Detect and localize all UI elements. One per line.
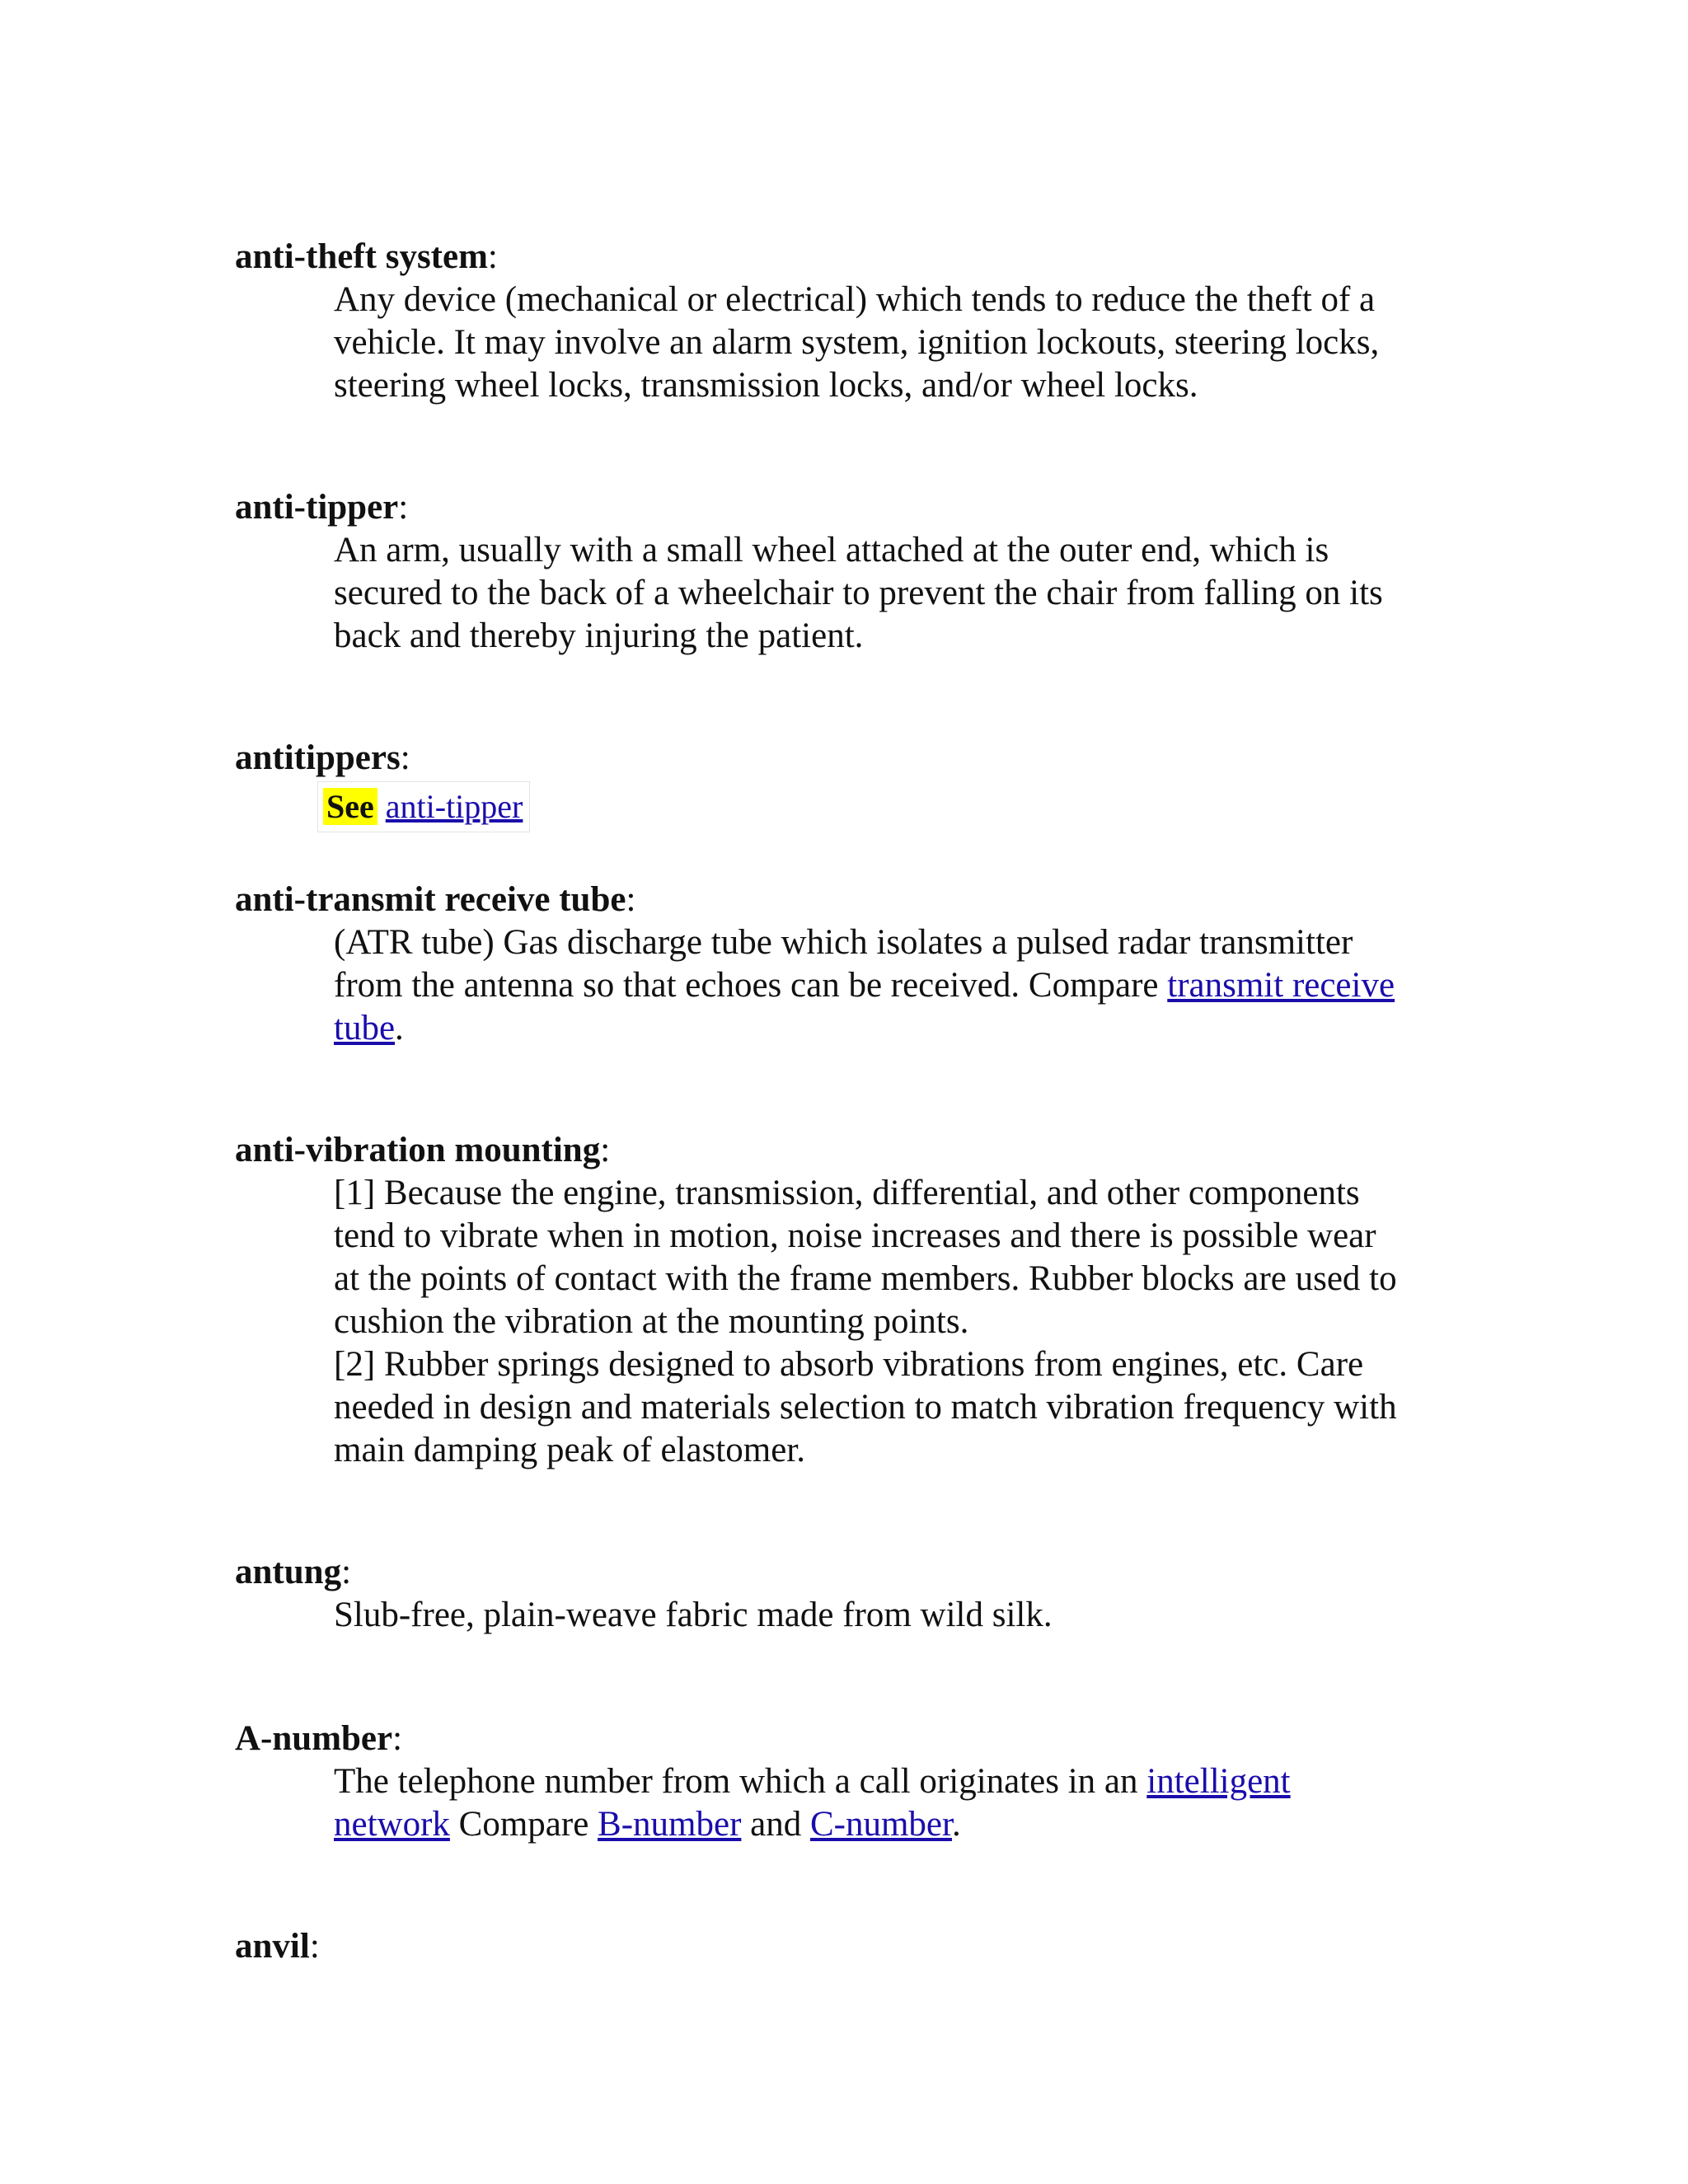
term-line bbox=[235, 486, 1471, 529]
glossary-entry-antung bbox=[235, 1551, 1471, 1637]
definition bbox=[334, 1172, 1471, 1472]
definition-line: (ATR tube) Gas discharge tube which isolates a pulsed radar transmitter bbox=[334, 923, 1353, 962]
definition-line: [2] Rubber springs designed to absorb vibrations from engines, etc. Care bbox=[334, 1345, 1364, 1384]
c-number-link[interactable]: C-number bbox=[809, 1805, 952, 1844]
term-line bbox=[235, 1718, 1471, 1760]
definition-text: from the antenna so that echoes can be received. Compare bbox=[334, 966, 1168, 1005]
transmit-receive-tube-link-continued[interactable]: tube bbox=[334, 1009, 396, 1047]
glossary-entry-a-number bbox=[235, 1718, 1471, 1846]
glossary-entry-antitippers bbox=[235, 737, 1471, 832]
definition-line: An arm, usually with a small wheel attached at the outer end, which is bbox=[334, 531, 1329, 569]
term-line bbox=[235, 1129, 1471, 1172]
glossary-entry-anti-transmit-receive-tube bbox=[235, 879, 1471, 1050]
definition bbox=[334, 1594, 1471, 1637]
b-number-link[interactable]: B-number bbox=[598, 1805, 742, 1844]
definition-line: [1] Because the engine, transmission, differential, and other components bbox=[334, 1174, 1360, 1212]
term-colon: : bbox=[600, 1131, 611, 1169]
definition-line: needed in design and materials selection to match vibration frequency with bbox=[334, 1388, 1397, 1427]
see-label: See bbox=[323, 788, 377, 825]
definition-text: Compare bbox=[449, 1805, 598, 1844]
definition-text: The telephone number from which a call originates in an bbox=[334, 1762, 1147, 1801]
term: anti-transmit receive tube bbox=[235, 880, 626, 919]
term-colon: : bbox=[309, 1927, 320, 1966]
definition-line: Any device (mechanical or electrical) which tends to reduce the theft of a bbox=[334, 280, 1376, 319]
transmit-receive-tube-link[interactable]: transmit receive bbox=[1167, 966, 1395, 1005]
term-colon: : bbox=[626, 880, 636, 919]
term-line bbox=[235, 1925, 1471, 1968]
definition-line: back and thereby injuring the patient. bbox=[334, 616, 864, 655]
term: anvil bbox=[235, 1927, 310, 1966]
term: antitippers bbox=[235, 738, 401, 777]
definition-line: secured to the back of a wheelchair to prevent the chair from falling on its bbox=[334, 574, 1383, 612]
term-colon: : bbox=[398, 488, 409, 527]
definition-line: vehicle. It may involve an alarm system, ignition lockouts, steering locks, bbox=[334, 323, 1380, 362]
term: anti-vibration mounting bbox=[235, 1131, 601, 1169]
term: antung bbox=[235, 1553, 342, 1591]
definition-line: steering wheel locks, transmission locks, and/or wheel locks. bbox=[334, 366, 1198, 405]
definition-line bbox=[334, 964, 1471, 1007]
definition bbox=[334, 921, 1471, 1050]
term-colon: : bbox=[487, 237, 498, 276]
definition-text: . bbox=[395, 1009, 404, 1047]
glossary-entry-anti-vibration-mounting bbox=[235, 1129, 1471, 1472]
term: anti-theft system bbox=[235, 237, 488, 276]
term-line bbox=[235, 1551, 1471, 1594]
term-colon: : bbox=[392, 1719, 403, 1758]
intelligent-network-link-continued[interactable]: network bbox=[334, 1805, 450, 1844]
definition-line bbox=[334, 1760, 1471, 1803]
term-colon: : bbox=[400, 738, 410, 777]
definition-line: cushion the vibration at the mounting points. bbox=[334, 1302, 969, 1341]
definition-line: Slub-free, plain-weave fabric made from wild silk. bbox=[334, 1596, 1053, 1634]
term-colon: : bbox=[341, 1553, 352, 1591]
definition-line: tend to vibrate when in motion, noise increases and there is possible wear bbox=[334, 1216, 1376, 1255]
term: A-number bbox=[235, 1719, 393, 1758]
glossary-entry-anti-tipper bbox=[235, 486, 1471, 658]
definition bbox=[326, 780, 1471, 832]
see-reference-box bbox=[317, 781, 530, 832]
definition-line bbox=[334, 1803, 1471, 1846]
glossary-entry-anti-theft-system bbox=[235, 236, 1471, 407]
definition bbox=[334, 529, 1471, 658]
definition bbox=[334, 1760, 1471, 1846]
definition-line bbox=[334, 1007, 1471, 1050]
definition-text: . bbox=[951, 1805, 961, 1844]
definition-line: at the points of contact with the frame members. Rubber blocks are used to bbox=[334, 1259, 1397, 1298]
definition-line: main damping peak of elastomer. bbox=[334, 1431, 805, 1469]
term: anti-tipper bbox=[235, 488, 399, 527]
definition-text: and bbox=[741, 1805, 810, 1844]
term-line bbox=[235, 879, 1471, 921]
term-line bbox=[235, 236, 1471, 279]
term-line bbox=[235, 737, 1471, 780]
definition bbox=[334, 279, 1471, 407]
glossary-entry-anvil bbox=[235, 1925, 1471, 1968]
see-anti-tipper-link[interactable]: anti-tipper bbox=[385, 788, 523, 825]
intelligent-network-link[interactable]: intelligent bbox=[1146, 1762, 1291, 1801]
